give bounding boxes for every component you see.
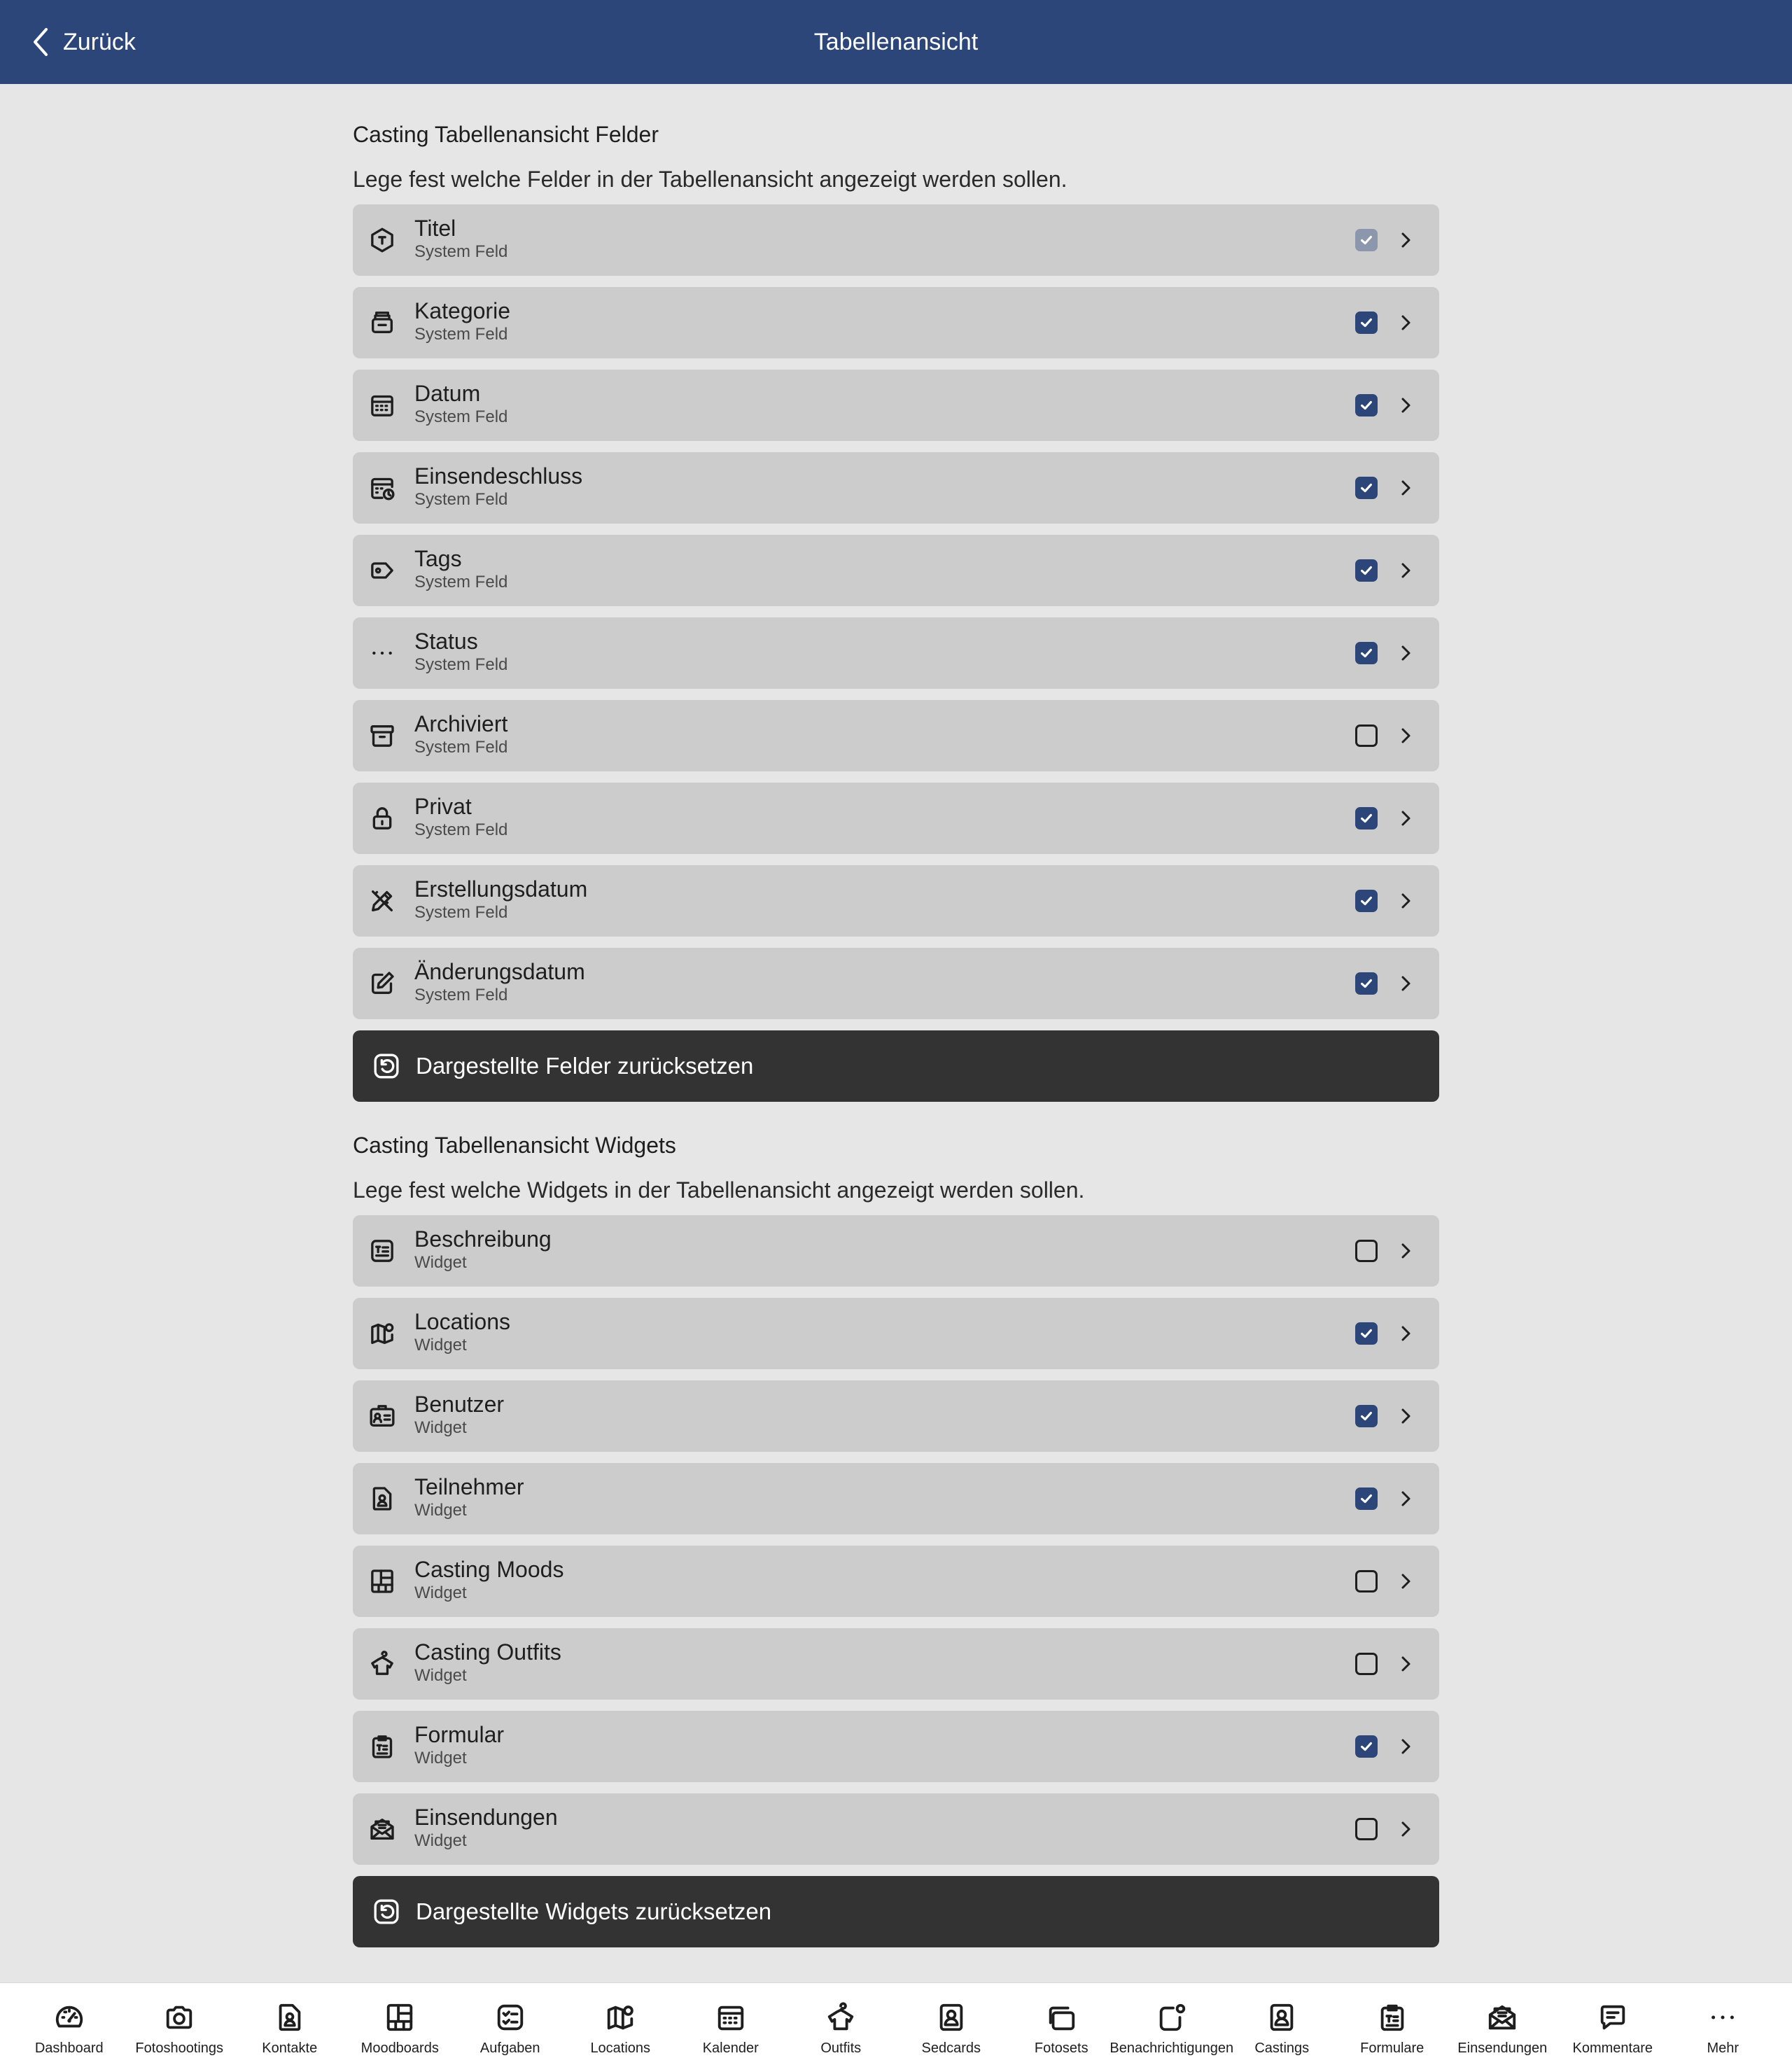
row-label: Datum — [414, 381, 481, 406]
moodboard-icon — [368, 1567, 396, 1595]
checkmark-icon — [1359, 1739, 1374, 1754]
chevron-right-icon[interactable] — [1394, 477, 1417, 499]
reset-icon — [372, 1052, 400, 1080]
fields-section — [353, 120, 1439, 1102]
tab-locations[interactable] — [566, 1983, 676, 2072]
chevron-right-icon[interactable] — [1394, 394, 1417, 416]
row-sublabel: System Feld — [414, 325, 508, 344]
chevron-right-icon — [1398, 643, 1413, 663]
tab-moodboards[interactable] — [345, 1983, 456, 2072]
tab-fotosets[interactable] — [1007, 1983, 1117, 2072]
row-label: Erstellungsdatum — [414, 876, 588, 902]
field-checkbox[interactable] — [1355, 312, 1378, 334]
field-checkbox[interactable] — [1355, 890, 1378, 912]
tab-fotoshootings[interactable] — [125, 1983, 235, 2072]
row-sublabel: System Feld — [414, 903, 508, 922]
notification-badge-icon — [1156, 2001, 1188, 2033]
checklist-icon — [494, 2001, 526, 2033]
chevron-right-icon — [1398, 478, 1413, 498]
field-row-status[interactable] — [353, 617, 1439, 689]
widget-checkbox[interactable] — [1355, 1488, 1378, 1510]
fields-list — [353, 204, 1439, 1019]
field-row-privat[interactable] — [353, 783, 1439, 854]
tab-label: Kalender — [702, 2040, 759, 2056]
row-text — [414, 379, 507, 427]
checkmark-icon — [1359, 480, 1374, 496]
row-label: Privat — [414, 794, 472, 819]
widget-checkbox[interactable] — [1355, 1570, 1378, 1592]
contact-file-icon — [274, 2001, 306, 2033]
page-title: Tabellenansicht — [813, 28, 979, 55]
checkmark-icon — [1359, 811, 1374, 826]
widget-row-formular[interactable] — [353, 1711, 1439, 1782]
row-label: Einsendungen — [414, 1805, 558, 1830]
tab-label: Aufgaben — [479, 2040, 540, 2056]
field-row-aenderungsdatum[interactable] — [353, 948, 1439, 1019]
chevron-right-icon[interactable] — [1394, 1240, 1417, 1262]
field-checkbox[interactable] — [1355, 559, 1378, 582]
widget-checkbox[interactable] — [1355, 1405, 1378, 1427]
field-row-titel[interactable] — [353, 204, 1439, 276]
row-label: Status — [414, 629, 478, 654]
row-sublabel: Widget — [414, 1418, 467, 1437]
envelope-open-icon — [368, 1815, 396, 1843]
widget-checkbox[interactable] — [1355, 1240, 1378, 1262]
tab-label: Fotosets — [1034, 2040, 1088, 2056]
chevron-right-icon[interactable] — [1394, 642, 1417, 664]
edit-icon — [368, 969, 396, 997]
field-row-datum[interactable] — [353, 370, 1439, 441]
chevron-right-icon[interactable] — [1394, 890, 1417, 912]
row-text — [414, 1555, 564, 1603]
chevron-right-icon — [1398, 726, 1413, 746]
chevron-right-icon[interactable] — [1394, 1570, 1417, 1592]
tab-castings[interactable] — [1227, 1983, 1338, 2072]
shirt-hanger-icon — [368, 1650, 396, 1678]
tab-mehr[interactable] — [1668, 1983, 1779, 2072]
tab-label: Dashboard — [34, 2040, 104, 2056]
row-label: Änderungsdatum — [414, 959, 585, 984]
field-checkbox[interactable] — [1355, 807, 1378, 830]
tab-label: Einsendungen — [1457, 2040, 1548, 2056]
photo-stack-icon — [1045, 2001, 1077, 2033]
widget-row-locations[interactable] — [353, 1298, 1439, 1369]
row-text — [414, 1721, 504, 1768]
row-sublabel: System Feld — [414, 986, 508, 1004]
widget-row-casting-outfits[interactable] — [353, 1628, 1439, 1700]
chevron-right-icon — [1398, 313, 1413, 332]
fields-section-description: Lege fest welche Felder in der Tabellenansicht angezeigt werden sollen. — [353, 167, 1068, 192]
checkmark-icon — [1359, 893, 1374, 909]
checkmark-icon — [1359, 563, 1374, 578]
row-label: Formular — [414, 1722, 505, 1747]
profile-card-icon — [935, 2001, 967, 2033]
checkmark-icon — [1359, 315, 1374, 330]
id-card-icon — [368, 1402, 396, 1430]
chevron-right-icon — [1398, 974, 1413, 993]
chevron-right-icon — [1398, 230, 1413, 250]
tray-icon — [368, 309, 396, 337]
widgets-section — [353, 1131, 1439, 1947]
tab-formulare[interactable] — [1337, 1983, 1448, 2072]
row-label: Archiviert — [414, 711, 508, 736]
field-row-archiviert[interactable] — [353, 700, 1439, 771]
row-sublabel: System Feld — [414, 738, 508, 757]
reset-icon — [372, 1898, 400, 1926]
checkmark-icon — [1359, 398, 1374, 413]
checkmark-icon — [1359, 976, 1374, 991]
back-button[interactable] — [28, 21, 136, 63]
row-text — [414, 875, 587, 923]
ellipsis-icon — [368, 639, 396, 667]
chevron-right-icon — [1398, 1406, 1413, 1426]
chevron-right-icon[interactable] — [1394, 559, 1417, 582]
chevron-right-icon — [1398, 1241, 1413, 1261]
widgets-list — [353, 1215, 1439, 1865]
row-sublabel: System Feld — [414, 573, 508, 592]
calendar-icon — [715, 2001, 747, 2033]
row-label: Kategorie — [414, 298, 510, 323]
tab-outfits[interactable] — [786, 1983, 897, 2072]
widget-row-beschreibung[interactable] — [353, 1215, 1439, 1287]
clipboard-icon — [1376, 2001, 1408, 2033]
row-text — [414, 214, 507, 262]
reset-fields-label: Dargestellte Felder zurücksetzen — [416, 1053, 754, 1079]
tab-label: Formulare — [1360, 2040, 1424, 2056]
checkmark-icon — [1359, 645, 1374, 661]
tab-benachrichtigungen[interactable] — [1110, 1983, 1234, 2072]
chevron-right-icon — [1398, 561, 1413, 580]
widget-checkbox[interactable] — [1355, 1818, 1378, 1840]
chevron-right-icon[interactable] — [1394, 1488, 1417, 1510]
field-checkbox[interactable] — [1355, 394, 1378, 416]
top-navigation-bar — [0, 0, 1792, 84]
row-sublabel: Widget — [414, 1666, 467, 1685]
moodboard-icon — [384, 2001, 416, 2033]
row-text — [414, 297, 510, 344]
checkmark-icon — [1359, 232, 1374, 248]
field-row-kategorie[interactable] — [353, 287, 1439, 358]
row-sublabel: System Feld — [414, 242, 508, 261]
row-label: Tags — [414, 546, 462, 571]
chevron-right-icon — [1398, 396, 1413, 415]
checkmark-icon — [1359, 1326, 1374, 1341]
gauge-icon — [53, 2001, 85, 2033]
row-sublabel: Widget — [414, 1336, 467, 1354]
ellipsis-icon — [1707, 2001, 1739, 2033]
row-sublabel: Widget — [414, 1583, 467, 1602]
tab-label: Outfits — [820, 2040, 862, 2056]
field-checkbox[interactable] — [1355, 724, 1378, 747]
chevron-right-icon — [1398, 891, 1413, 911]
fields-section-title: Casting Tabellenansicht Felder — [353, 122, 659, 147]
chevron-right-icon — [1398, 1324, 1413, 1343]
tab-label: Kommentare — [1572, 2040, 1653, 2056]
tab-einsendungen[interactable] — [1448, 1983, 1558, 2072]
map-pin-icon — [604, 2001, 636, 2033]
lock-icon — [368, 804, 396, 832]
checkmark-icon — [1359, 1491, 1374, 1506]
chevron-right-icon — [1398, 1654, 1413, 1674]
row-label: Titel — [414, 216, 456, 241]
tab-label: Castings — [1254, 2040, 1310, 2056]
row-text — [414, 710, 507, 757]
contact-file-icon — [368, 1485, 396, 1513]
row-sublabel: Widget — [414, 1831, 467, 1850]
row-label: Teilnehmer — [414, 1474, 524, 1499]
row-text — [414, 1803, 558, 1851]
row-label: Benutzer — [414, 1392, 505, 1417]
chevron-right-icon[interactable] — [1394, 972, 1417, 995]
chevron-right-icon[interactable] — [1394, 1818, 1417, 1840]
pencil-ruler-icon — [368, 887, 396, 915]
row-text — [414, 545, 507, 592]
widget-checkbox[interactable] — [1355, 1735, 1378, 1758]
chevron-right-icon[interactable] — [1394, 724, 1417, 747]
text-box-icon — [368, 1237, 396, 1265]
row-sublabel: System Feld — [414, 407, 508, 426]
field-checkbox[interactable] — [1355, 642, 1378, 664]
chevron-right-icon[interactable] — [1394, 312, 1417, 334]
envelope-open-icon — [1486, 2001, 1518, 2033]
widget-row-einsendungen[interactable] — [353, 1793, 1439, 1865]
widget-checkbox[interactable] — [1355, 1322, 1378, 1345]
tab-label: Fotoshootings — [135, 2040, 224, 2056]
widgets-section-title: Casting Tabellenansicht Widgets — [353, 1133, 676, 1158]
chevron-right-icon[interactable] — [1394, 1322, 1417, 1345]
row-text — [414, 627, 507, 675]
shirt-hanger-icon — [825, 2001, 857, 2033]
widgets-section-description: Lege fest welche Widgets in der Tabellenansicht angezeigt werden sollen. — [353, 1177, 1085, 1203]
row-sublabel: Widget — [414, 1501, 467, 1520]
calendar-icon — [368, 391, 396, 419]
tag-icon — [368, 556, 396, 584]
chevron-right-icon — [1398, 1819, 1413, 1839]
widget-row-benutzer[interactable] — [353, 1380, 1439, 1452]
chevron-right-icon[interactable] — [1394, 807, 1417, 830]
row-sublabel: System Feld — [414, 655, 508, 674]
row-text — [414, 462, 582, 510]
chevron-right-icon — [1398, 1572, 1413, 1591]
row-label: Einsendeschluss — [414, 463, 583, 489]
widget-row-casting-moods[interactable] — [353, 1546, 1439, 1617]
field-checkbox[interactable] — [1355, 972, 1378, 995]
row-text — [414, 958, 585, 1005]
map-pin-icon — [368, 1320, 396, 1348]
row-text — [414, 1225, 552, 1273]
tab-label: Moodboards — [360, 2040, 439, 2056]
reset-widgets-label: Dargestellte Widgets zurücksetzen — [416, 1898, 772, 1924]
chevron-left-icon — [28, 25, 53, 59]
main-content — [353, 84, 1439, 1947]
widget-checkbox[interactable] — [1355, 1653, 1378, 1675]
chevron-right-icon — [1398, 1737, 1413, 1756]
checkmark-icon — [1359, 1408, 1374, 1424]
chevron-right-icon[interactable] — [1394, 1735, 1417, 1758]
archive-box-icon — [368, 722, 396, 750]
row-sublabel: System Feld — [414, 490, 508, 509]
tab-label: Mehr — [1707, 2040, 1740, 2056]
row-label: Locations — [414, 1309, 510, 1334]
clipboard-icon — [368, 1732, 396, 1760]
chevron-right-icon[interactable] — [1394, 229, 1417, 251]
chevron-right-icon — [1398, 808, 1413, 828]
row-text — [414, 1473, 524, 1520]
chevron-right-icon[interactable] — [1394, 1405, 1417, 1427]
profile-card-icon — [1266, 2001, 1298, 2033]
field-checkbox — [1355, 229, 1378, 251]
row-sublabel: Widget — [414, 1253, 467, 1272]
row-text — [414, 1390, 504, 1438]
field-checkbox[interactable] — [1355, 477, 1378, 499]
row-text — [414, 792, 507, 840]
widget-row-teilnehmer[interactable] — [353, 1463, 1439, 1534]
calendar-clock-icon — [368, 474, 396, 502]
camera-icon — [163, 2001, 195, 2033]
tab-kalender[interactable] — [676, 1983, 786, 2072]
bottom-tab-bar — [0, 1982, 1792, 2072]
tab-sedcards[interactable] — [896, 1983, 1007, 2072]
tab-kontakte[interactable] — [234, 1983, 345, 2072]
chevron-right-icon — [1398, 1489, 1413, 1508]
row-text — [414, 1638, 561, 1686]
row-sublabel: System Feld — [414, 820, 508, 839]
tab-kommentare[interactable] — [1558, 1983, 1668, 2072]
reset-fields-button[interactable] — [353, 1030, 1439, 1102]
tab-label: Benachrichtigungen — [1110, 2040, 1234, 2056]
tab-dashboard[interactable] — [14, 1983, 125, 2072]
row-label: Beschreibung — [414, 1226, 552, 1252]
tab-label: Sedcards — [921, 2040, 981, 2056]
row-label: Casting Moods — [414, 1557, 564, 1582]
comment-icon — [1597, 2001, 1629, 2033]
row-sublabel: Widget — [414, 1749, 467, 1768]
row-text — [414, 1308, 510, 1355]
chevron-right-icon[interactable] — [1394, 1653, 1417, 1675]
tab-label: Kontakte — [262, 2040, 318, 2056]
reset-widgets-button[interactable] — [353, 1876, 1439, 1947]
field-row-tags[interactable] — [353, 535, 1439, 606]
tag-hexagon-icon — [368, 226, 396, 254]
tab-aufgaben[interactable] — [455, 1983, 566, 2072]
field-row-erstellungsdatum[interactable] — [353, 865, 1439, 937]
row-label: Casting Outfits — [414, 1639, 561, 1665]
field-row-einsendeschluss[interactable] — [353, 452, 1439, 524]
tab-label: Locations — [590, 2040, 651, 2056]
back-label: Zurück — [63, 28, 136, 55]
